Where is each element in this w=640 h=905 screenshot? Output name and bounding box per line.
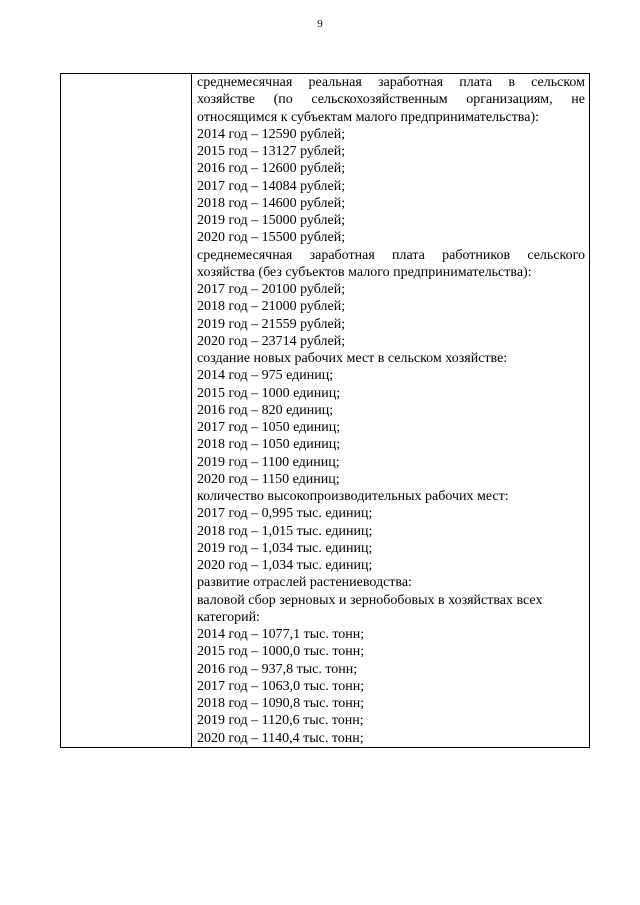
text-line: 2020 год – 23714 рублей;: [197, 333, 346, 349]
text-line: среднемесячная реальная заработная плата в сельском: [197, 75, 585, 90]
text-line: 2016 год – 820 единиц;: [197, 402, 334, 418]
text-line: 2015 год – 1000,0 тыс. тонн;: [197, 644, 365, 660]
text-line: 2018 год – 21000 рублей;: [197, 299, 346, 315]
text-line: 2017 год – 1063,0 тыс. тонн;: [197, 678, 365, 694]
text-line: 2015 год – 1000 единиц;: [197, 385, 341, 401]
text-line: хозяйстве (по сельскохозяйственным организациям, не: [197, 92, 585, 108]
text-line: 2016 год – 937,8 тыс. тонн;: [197, 661, 358, 677]
text-line: 2014 год – 975 единиц;: [197, 368, 334, 384]
text-line: относящимся к субъектам малого предпринимательства):: [197, 109, 540, 125]
text-line: 2018 год – 1,015 тыс. единиц;: [197, 523, 373, 539]
text-line: валовой сбор зерновых и зернобобовых в хозяйствах всех: [197, 592, 543, 608]
text-line: 2017 год – 0,995 тыс. единиц;: [197, 506, 373, 522]
text-line: 2018 год – 14600 рублей;: [197, 195, 346, 211]
text-line: 2019 год – 21559 рублей;: [197, 316, 346, 332]
text-line: развитие отраслей растениеводства:: [197, 575, 412, 591]
text-line: хозяйства (без субъектов малого предпринимательства):: [197, 264, 532, 280]
text-line: категорий:: [197, 609, 261, 625]
text-line: 2018 год – 1090,8 тыс. тонн;: [197, 696, 365, 711]
text-line: создание новых рабочих мест в сельском хозяйстве:: [197, 351, 508, 366]
page-number: 9: [317, 18, 323, 30]
text-line: 2017 год – 20100 рублей;: [197, 282, 346, 297]
content-cell: [192, 74, 590, 748]
text-line: 2014 год – 1077,1 тыс. тонн;: [197, 627, 365, 642]
text-line: 2019 год – 1,034 тыс. единиц;: [197, 540, 373, 556]
text-line: 2016 год – 12600 рублей;: [197, 161, 346, 177]
text-line: 2019 год – 1100 единиц;: [197, 454, 340, 470]
text-line: 2014 год – 12590 рублей;: [197, 126, 346, 142]
text-line: среднемесячная заработная плата работников сельского: [197, 247, 585, 263]
text-line: количество высокопроизводительных рабочих мест:: [197, 489, 509, 504]
document-table: [60, 73, 590, 748]
text-line: 2019 год – 1120,6 тыс. тонн;: [197, 713, 364, 729]
left-cell: [61, 74, 192, 748]
text-line: 2017 год – 1050 единиц;: [197, 420, 341, 435]
text-line: 2020 год – 1140,4 тыс. тонн;: [197, 730, 364, 746]
text-line: 2015 год – 13127 рублей;: [197, 144, 346, 159]
text-line: 2018 год – 1050 единиц;: [197, 437, 341, 453]
text-line: 2020 год – 1150 единиц;: [197, 471, 340, 487]
text-line: 2020 год – 1,034 тыс. единиц;: [197, 558, 373, 573]
content-lines: [197, 74, 585, 747]
text-line: 2019 год – 15000 рублей;: [197, 213, 346, 228]
text-line: 2020 год – 15500 рублей;: [197, 230, 346, 246]
text-line: 2017 год – 14084 рублей;: [197, 178, 346, 194]
table-row: [61, 74, 590, 748]
